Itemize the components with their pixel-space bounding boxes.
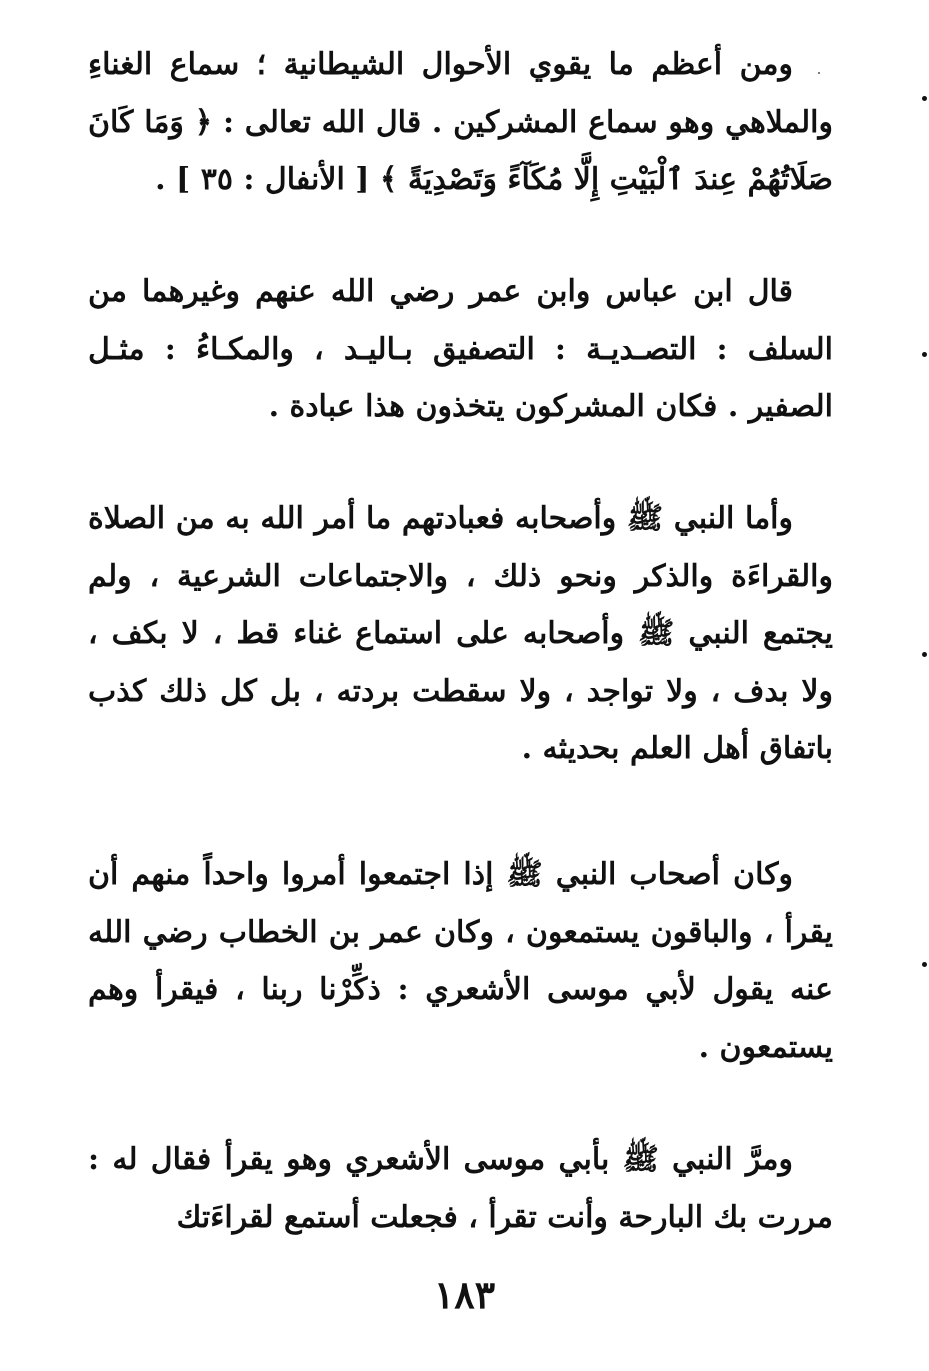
margin-speck bbox=[922, 652, 927, 657]
margin-speck bbox=[922, 352, 927, 357]
paragraph-3 bbox=[88, 490, 833, 778]
paragraph-text: ومرَّ النبي ﷺ بأبي موسى الأشعري وهو يقرأ فقال له : مررت بك البارحة وأنت تقرأ ، فجعلت أستمع لقراءَتك bbox=[88, 1142, 833, 1235]
paragraph-text: وأما النبي ﷺ وأصحابه فعبادتهم ما أمر الله به من الصلاة والقراءَة والذكر ونحو ذلك ، والاجتماعات الشرعية ، ولم يجتمع النبي ﷺ وأصحابه على استماع غناء قط ، لا بكف ، ولا بدف ، ولا تواجد ، ولا سقطت بردته ، بل كل ذلك كذب باتفاق أهل العلم بحديثه . bbox=[88, 501, 833, 766]
paragraph-text: وكان أصحاب النبي ﷺ إذا اجتمعوا أمروا واحداً منهم أن يقرأ ، والباقون يستمعون ، وكان عمر بن الخطاب رضي الله عنه يقول لأبي موسى الأشعري : ذكِّرْنا ربنا ، فيقرأ وهم يستمعون . bbox=[88, 857, 833, 1065]
paragraph-2 bbox=[88, 263, 833, 436]
paragraph-1 bbox=[88, 36, 833, 209]
scan-speck bbox=[818, 72, 820, 74]
margin-speck bbox=[922, 96, 927, 101]
paragraph-4 bbox=[88, 846, 833, 1076]
paragraph-5 bbox=[88, 1131, 833, 1246]
paragraph-text: ومن أعظم ما يقوي الأحوال الشيطانية ؛ سماع الغناءِ والملاهي وهو سماع المشركين . قال الله تعالى : ﴿ وَمَا كَانَ صَلَاتُهُمْ عِندَ ٱلْبَيْتِ إِلَّا مُكَآءً وَتَصْدِيَةً ﴾ [ الأنفال : ٣٥ ] . bbox=[88, 47, 833, 197]
margin-speck bbox=[922, 962, 927, 967]
page-number: ١٨٣ bbox=[433, 1272, 496, 1317]
paragraph-text: قال ابن عباس وابن عمر رضي الله عنهم وغيرهما من السلف : التصـديـة : التصفيق بـاليـد ، والمكـاءُ : مثـل الصفير . فكان المشركون يتخذون هذا عبادة . bbox=[88, 274, 833, 424]
